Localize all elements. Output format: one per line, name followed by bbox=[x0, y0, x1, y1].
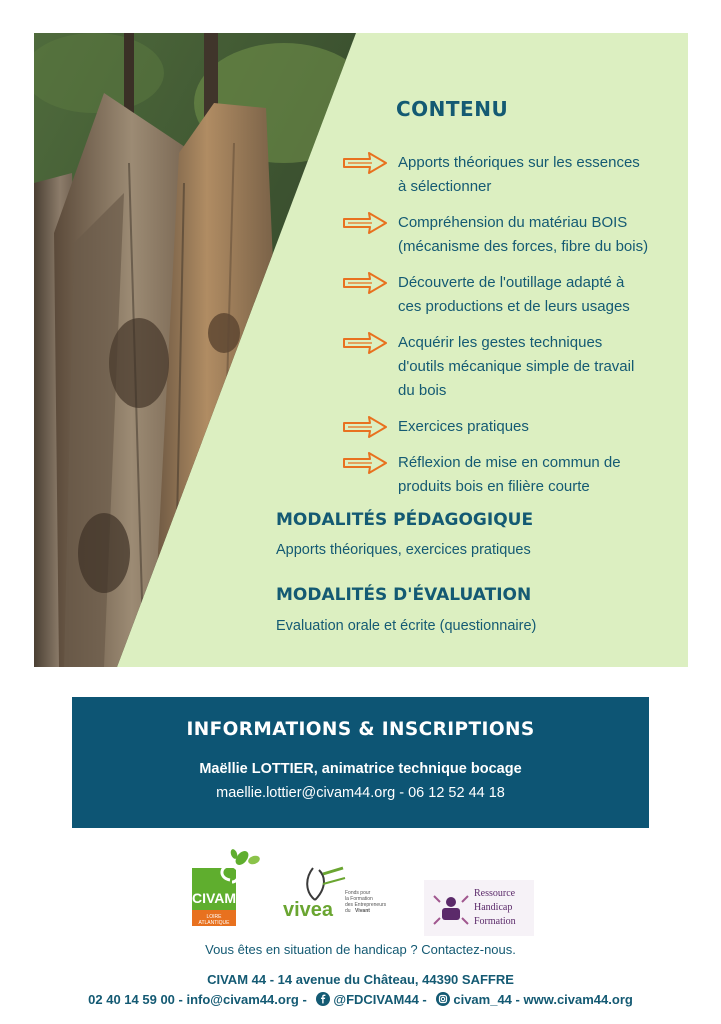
footer-address: CIVAM 44 - 14 avenue du Château, 44390 SAFFRE bbox=[207, 972, 514, 987]
contact-details[interactable]: maellie.lottier@civam44.org - 06 12 52 44 18 bbox=[216, 785, 505, 801]
arrow-right-icon bbox=[342, 271, 388, 295]
arrow-right-icon bbox=[342, 151, 388, 175]
handicap-note: Vous êtes en situation de handicap ? Contactez-nous. bbox=[205, 942, 516, 957]
separator: - bbox=[418, 992, 431, 1007]
modalites-evaluation-text: Evaluation orale et écrite (questionnaire) bbox=[276, 618, 537, 634]
list-item-text: Apports théoriques sur les essences à sélectionner bbox=[398, 154, 640, 195]
contact-name: Maëllie LOTTIER, animatrice technique bocage bbox=[199, 761, 522, 777]
list-item bbox=[342, 415, 682, 439]
separator: - bbox=[511, 992, 524, 1007]
vivea-tagline-2: la Formation bbox=[345, 896, 373, 902]
footer-facebook[interactable]: @FDCIVAM44 bbox=[333, 992, 419, 1007]
rhf-line-1: Ressource bbox=[474, 888, 516, 899]
civam-logo-sub2: ATLANTIQUE bbox=[198, 920, 230, 926]
list-item-text: Exercices pratiques bbox=[398, 418, 529, 435]
contenu-list bbox=[342, 151, 682, 511]
list-item-text: Réflexion de mise en commun de produits bois en filière courte bbox=[398, 454, 621, 495]
vivea-tagline-1: Fonds pour bbox=[345, 890, 371, 896]
modalites-pedagogique-text: Apports théoriques, exercices pratiques bbox=[276, 542, 531, 558]
civam-logo-sub1: LOIRE bbox=[206, 914, 222, 920]
list-item bbox=[342, 151, 682, 199]
hero-section bbox=[34, 33, 688, 667]
vivea-tagline-3: des Entrepreneurs bbox=[345, 902, 387, 908]
vivea-tagline-5: Vivant bbox=[355, 908, 370, 914]
footer-instagram[interactable]: civam_44 bbox=[453, 992, 512, 1007]
vivea-logo bbox=[283, 864, 399, 920]
list-item bbox=[342, 331, 682, 403]
arrow-right-icon bbox=[342, 451, 388, 475]
arrow-right-icon bbox=[342, 415, 388, 439]
modalites-evaluation-heading: MODALITÉS D'ÉVALUATION bbox=[276, 585, 532, 605]
footer-contacts bbox=[0, 992, 721, 1007]
arrow-right-icon bbox=[342, 211, 388, 235]
list-item-text: Acquérir les gestes techniques d'outils mécanique simple de travail du bois bbox=[398, 334, 635, 399]
info-title: INFORMATIONS & INSCRIPTIONS bbox=[186, 719, 535, 740]
vivea-logo-name: vivea bbox=[283, 899, 334, 920]
list-item bbox=[342, 451, 682, 499]
contenu-heading: CONTENU bbox=[396, 97, 509, 121]
instagram-icon bbox=[436, 992, 450, 1006]
footer-phone[interactable]: 02 40 14 59 00 bbox=[88, 992, 175, 1007]
list-item bbox=[342, 211, 682, 259]
facebook-icon bbox=[316, 992, 330, 1006]
info-box bbox=[72, 697, 649, 828]
vivea-tagline-4: du bbox=[345, 908, 351, 914]
separator: - bbox=[174, 992, 187, 1007]
footer-website[interactable]: www.civam44.org bbox=[523, 992, 633, 1007]
list-item-text: Découverte de l'outillage adapté à ces productions et de leurs usages bbox=[398, 274, 630, 315]
rhf-line-2: Handicap bbox=[474, 902, 513, 913]
ressource-handicap-formation-logo bbox=[424, 880, 534, 936]
arrow-right-icon bbox=[342, 331, 388, 355]
list-item bbox=[342, 271, 682, 319]
modalites-pedagogique-heading: MODALITÉS PÉDAGOGIQUE bbox=[276, 510, 534, 530]
footer-email[interactable]: info@civam44.org bbox=[186, 992, 299, 1007]
list-item-text: Compréhension du matériau BOIS (mécanisme des forces, fibre du bois) bbox=[398, 214, 649, 255]
civam-logo-name: CIVAM bbox=[191, 890, 237, 906]
civam-logo bbox=[188, 848, 262, 928]
separator: - bbox=[298, 992, 311, 1007]
rhf-line-3: Formation bbox=[474, 916, 516, 927]
